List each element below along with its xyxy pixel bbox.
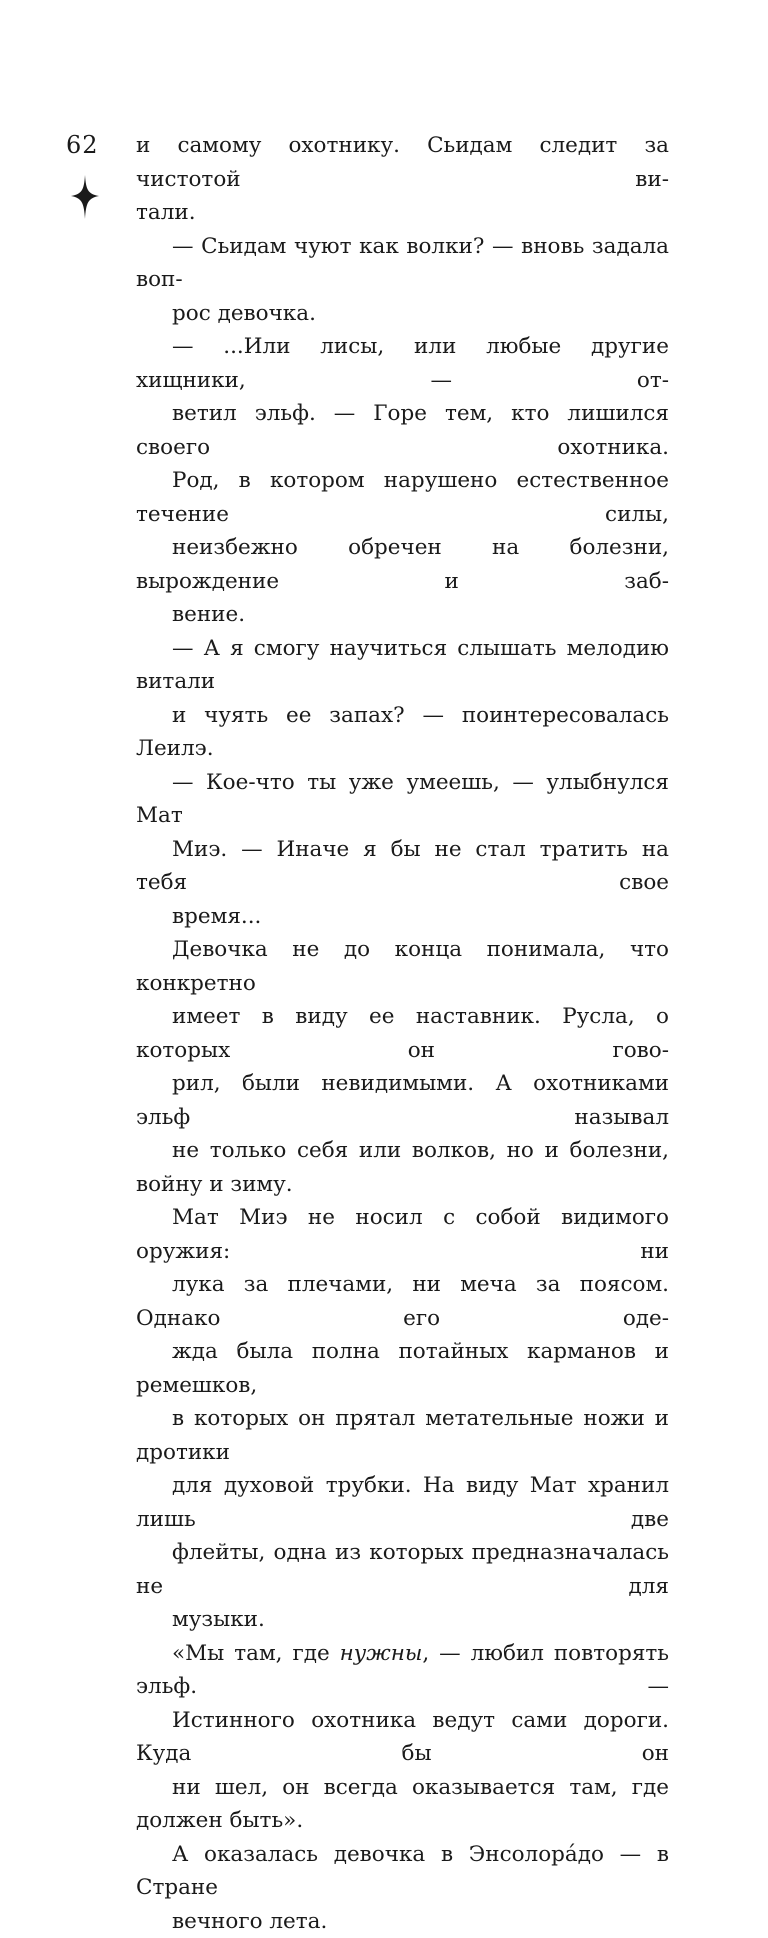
text-line: Миэ. — Иначе я бы не стал тратить на тебя свое bbox=[136, 833, 669, 900]
text-line: и чуять ее запах? — поинтересовалась Леилэ. bbox=[136, 699, 669, 766]
text-line: Девочка не до конца понимала, что конкретно bbox=[136, 933, 669, 1000]
body-text bbox=[136, 129, 669, 1938]
paragraph bbox=[136, 129, 669, 230]
text-line: лука за плечами, ни меча за поясом. Однако его оде- bbox=[136, 1268, 669, 1335]
paragraph bbox=[136, 632, 669, 766]
text-line: рил, были невидимыми. А охотниками эльф называл bbox=[136, 1067, 669, 1134]
text-line: «Мы там, где нужны, — любил повторять эльф. — bbox=[136, 1637, 669, 1704]
text-line: — Кое-что ты уже умеешь, — улыбнулся Мат bbox=[136, 766, 669, 833]
text-line: — А я смогу научиться слышать мелодию витали bbox=[136, 632, 669, 699]
text-line: не только себя или волков, но и болезни, войну и зиму. bbox=[136, 1134, 669, 1201]
text-line: неизбежно обречен на болезни, вырождение и заб- bbox=[136, 531, 669, 598]
text-line: ни шел, он всегда оказывается там, где должен быть». bbox=[136, 1771, 669, 1838]
text-line: для духовой трубки. На виду Мат хранил лишь две bbox=[136, 1469, 669, 1536]
text-line: флейты, одна из которых предназначалась не для bbox=[136, 1536, 669, 1603]
page-number: 62 bbox=[66, 128, 99, 162]
paragraph bbox=[136, 230, 669, 331]
text-line: ветил эльф. — Горе тем, кто лишился своего охотника. bbox=[136, 397, 669, 464]
text-line: музыки. bbox=[136, 1603, 669, 1637]
text-line: имеет в виду ее наставник. Русла, о которых он гово- bbox=[136, 1000, 669, 1067]
paragraph bbox=[136, 766, 669, 934]
text-line: тали. bbox=[136, 196, 669, 230]
paragraph bbox=[136, 1637, 669, 1838]
text-line: вечного лета. bbox=[136, 1905, 669, 1938]
text-line: Род, в котором нарушено естественное течение силы, bbox=[136, 464, 669, 531]
text-line: — ...Или лисы, или любые другие хищники, — от- bbox=[136, 330, 669, 397]
paragraph bbox=[136, 1201, 669, 1637]
text-line: и самому охотнику. Сьидам следит за чистотой ви- bbox=[136, 129, 669, 196]
paragraph bbox=[136, 330, 669, 632]
text-line: в которых он прятал метательные ножи и дротики bbox=[136, 1402, 669, 1469]
text-line: А оказалась девочка в Энсолора́до — в Стране bbox=[136, 1838, 669, 1905]
text-line: — Сьидам чуют как волки? — вновь задала воп- bbox=[136, 230, 669, 297]
paragraph bbox=[136, 933, 669, 1201]
text-line: рос девочка. bbox=[136, 297, 669, 331]
paragraph bbox=[136, 1838, 669, 1938]
four-point-star-icon bbox=[71, 175, 99, 219]
text-line: жда была полна потайных карманов и ремешков, bbox=[136, 1335, 669, 1402]
text-line: время... bbox=[136, 900, 669, 934]
text-line: Мат Миэ не носил с собой видимого оружия: ни bbox=[136, 1201, 669, 1268]
text-line: Истинного охотника ведут сами дороги. Куда бы он bbox=[136, 1704, 669, 1771]
text-line: вение. bbox=[136, 598, 669, 632]
